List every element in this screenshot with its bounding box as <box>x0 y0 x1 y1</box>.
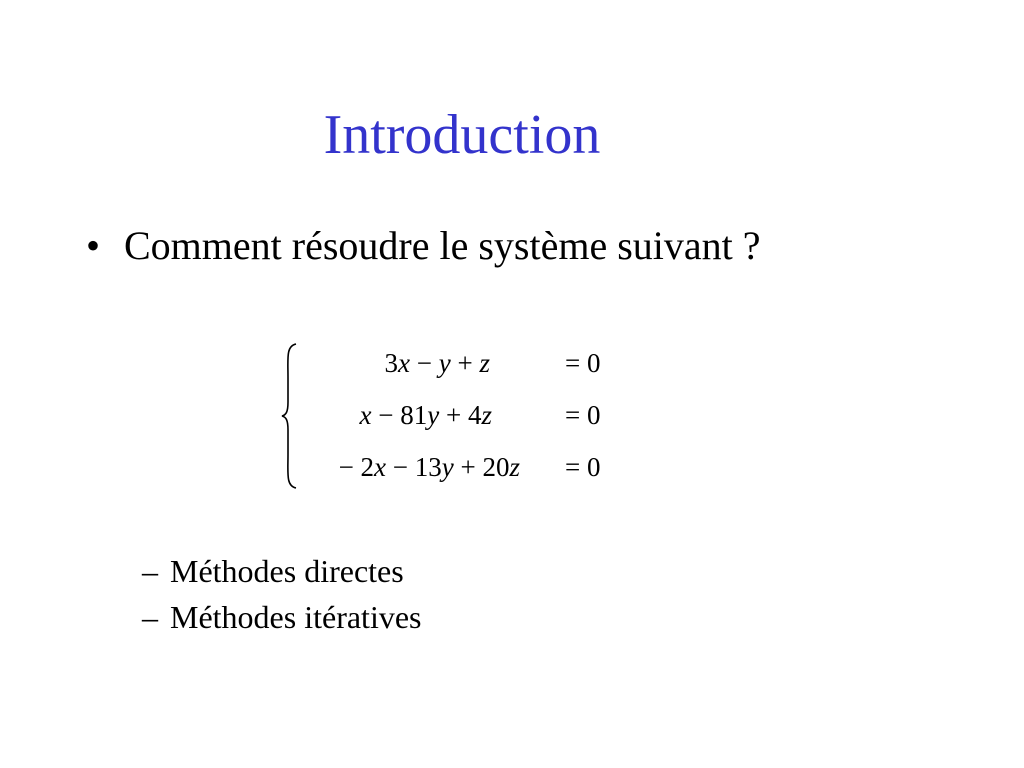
sub-item-dash: – <box>142 599 158 635</box>
bullet-item <box>86 218 761 274</box>
equation-lhs: − 2x − 13y + 20z <box>338 452 520 482</box>
equation-row <box>300 390 610 440</box>
slide-title: Introduction <box>323 104 601 166</box>
bullet-marker: • <box>86 223 101 268</box>
left-brace-icon <box>280 338 300 494</box>
sub-item-text: Méthodes directes <box>170 553 404 589</box>
bullet-text: Comment résoudre le système suivant ? <box>124 223 761 268</box>
equation-row <box>300 338 610 388</box>
equation-rhs: = 0 <box>565 452 601 482</box>
equation-lhs: x − 81y + 4z <box>359 400 492 430</box>
sub-item-direct-methods <box>142 548 421 594</box>
equation-system <box>280 338 610 494</box>
sub-item-iterative-methods <box>142 594 421 640</box>
sub-item-text: Méthodes itératives <box>170 599 422 635</box>
equation-rhs: = 0 <box>565 400 601 430</box>
equation-row <box>300 442 610 492</box>
sub-item-dash: – <box>142 553 158 589</box>
equation-lhs: 3x − y + z <box>384 348 490 378</box>
equation-rhs: = 0 <box>565 348 601 378</box>
sub-list <box>142 548 421 640</box>
